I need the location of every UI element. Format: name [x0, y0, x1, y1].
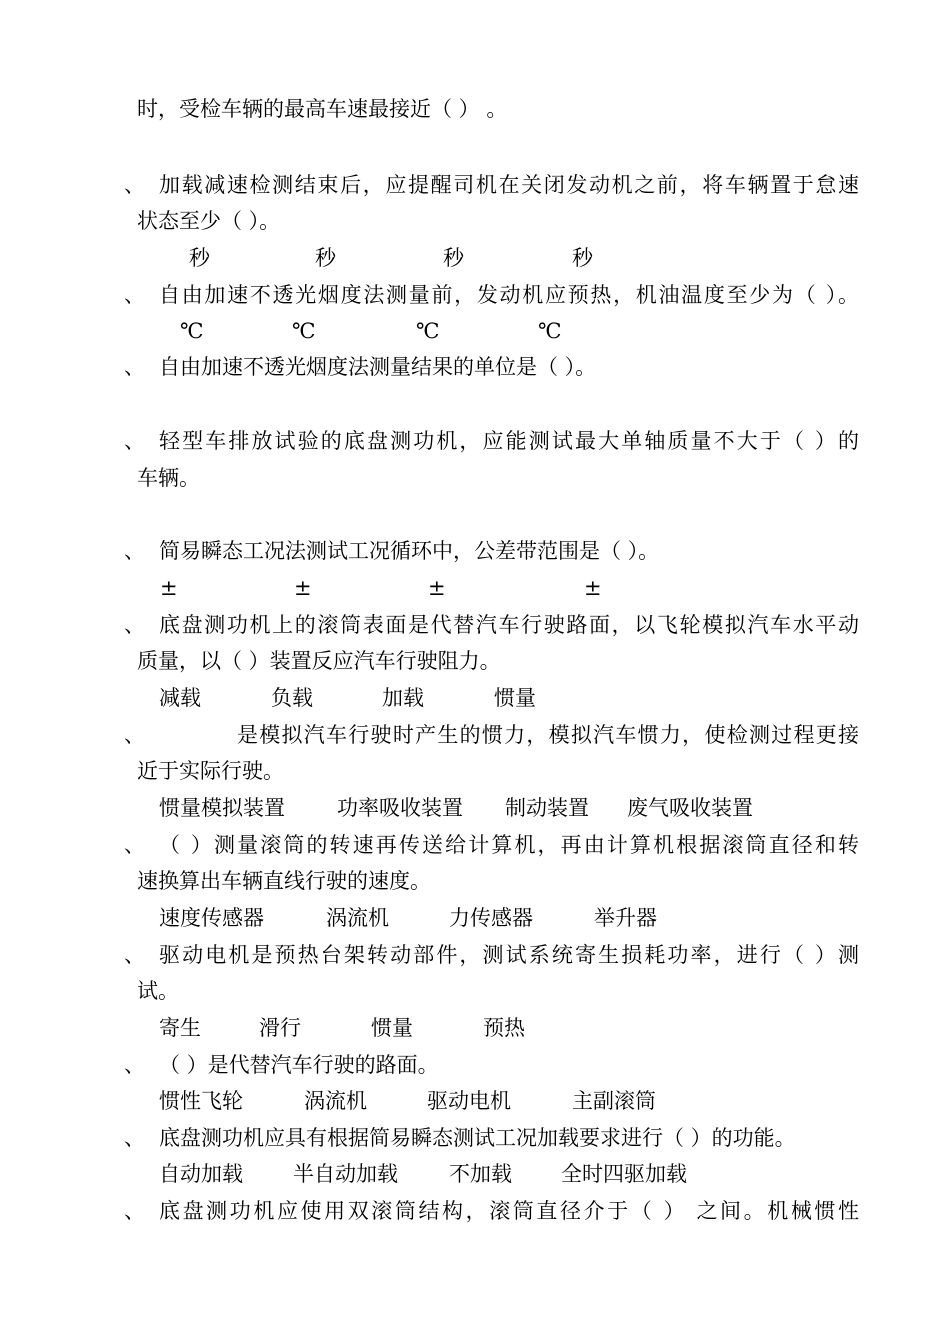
- question-text: 加载减速检测结束后，应提醒司机在关闭发动机之前，将车辆置于怠速: [159, 173, 859, 197]
- option-c: ±: [428, 576, 446, 600]
- option-d: 惯量: [494, 686, 536, 710]
- option-d: ℃: [538, 319, 562, 343]
- question-text-continued: 速换算出车辆直线行驶的速度。: [137, 869, 431, 893]
- question-marker: 、: [124, 283, 145, 307]
- option-a: 惯性飞轮: [159, 1089, 243, 1113]
- question-marker: 、: [124, 1053, 145, 1077]
- question-text: 轻型车排放试验的底盘测功机，应能测试最大单轴质量不大于（ ）的: [159, 429, 859, 453]
- option-c: 秒: [443, 246, 464, 270]
- question-text: 简易瞬态工况法测试工况循环中，公差带范围是（ ）。: [159, 539, 660, 563]
- option-d: 举升器: [594, 906, 657, 930]
- option-c: 加载: [382, 686, 424, 710]
- option-b: ℃: [292, 319, 316, 343]
- question-marker: 、: [124, 943, 145, 967]
- question-marker: 、: [124, 833, 145, 857]
- option-a: 自动加载: [159, 1162, 243, 1186]
- option-b: 功率吸收装置: [337, 796, 463, 820]
- question-text: （ ）是代替汽车行驶的路面。: [159, 1053, 439, 1077]
- question-continuation: 时，受检车辆的最高车速最接近（ ） 。: [137, 97, 508, 121]
- option-b: ±: [294, 576, 312, 600]
- question-text: 是模拟汽车行驶时产生的惯力，模拟汽车惯力，使检测过程更接: [237, 723, 859, 747]
- option-b: 涡流机: [326, 906, 389, 930]
- option-a: ±: [160, 576, 178, 600]
- option-a: 寄生: [159, 1016, 201, 1040]
- question-text: 底盘测功机上的滚筒表面是代替汽车行驶路面，以飞轮模拟汽车水平动: [159, 613, 859, 637]
- option-d: 全时四驱加载: [561, 1162, 687, 1186]
- question-marker: 、: [124, 355, 145, 379]
- option-b: 秒: [315, 246, 336, 270]
- option-a: 速度传感器: [159, 906, 264, 930]
- question-text: 底盘测功机应具有根据简易瞬态测试工况加载要求进行（ ）的功能。: [159, 1126, 796, 1150]
- question-text: 自由加速不透光烟度法测量结果的单位是（ ）。: [159, 355, 597, 379]
- option-c: ℃: [416, 319, 440, 343]
- option-a: 减载: [159, 686, 201, 710]
- question-text: 驱动电机是预热台架转动部件，测试系统寄生损耗功率，进行（ ）测: [159, 943, 859, 967]
- option-a: ℃: [180, 319, 204, 343]
- question-text-continued: 状态至少（ ）。: [137, 209, 281, 233]
- option-a: 秒: [189, 246, 210, 270]
- option-c: 力传感器: [449, 906, 533, 930]
- question-text-continued: 试。: [137, 979, 179, 1003]
- option-c: 不加载: [449, 1162, 512, 1186]
- option-c: 惯量: [371, 1016, 413, 1040]
- option-d: 废气吸收装置: [627, 796, 753, 820]
- question-marker: 、: [124, 1199, 145, 1223]
- option-d: 预热: [483, 1016, 525, 1040]
- question-text-continued: 质量，以（ ）装置反应汽车行驶阻力。: [137, 649, 501, 673]
- option-b: 涡流机: [304, 1089, 367, 1113]
- question-marker: 、: [124, 613, 145, 637]
- option-d: 秒: [572, 246, 593, 270]
- option-d: ±: [584, 576, 602, 600]
- option-b: 半自动加载: [293, 1162, 398, 1186]
- option-d: 主副滚筒: [572, 1089, 656, 1113]
- option-b: 滑行: [259, 1016, 301, 1040]
- option-c: 制动装置: [505, 796, 589, 820]
- question-marker: 、: [124, 723, 145, 747]
- question-marker: 、: [124, 1126, 145, 1150]
- question-marker: 、: [124, 173, 145, 197]
- question-marker: 、: [124, 539, 145, 563]
- question-text: 底盘测功机应使用双滚筒结构，滚筒直径介于（ ） 之间。机械惯性: [159, 1199, 859, 1223]
- option-a: 惯量模拟装置: [159, 796, 285, 820]
- question-marker: 、: [124, 429, 145, 453]
- question-text: 自由加速不透光烟度法测量前，发动机应预热，机油温度至少为（ ）。: [159, 283, 859, 307]
- option-c: 驱动电机: [427, 1089, 511, 1113]
- question-text: （ ）测量滚筒的转速再传送给计算机，再由计算机根据滚筒直径和转: [159, 833, 859, 857]
- option-b: 负载: [271, 686, 313, 710]
- question-text-continued: 车辆。: [137, 466, 200, 490]
- question-text-continued: 近于实际行驶。: [137, 759, 284, 783]
